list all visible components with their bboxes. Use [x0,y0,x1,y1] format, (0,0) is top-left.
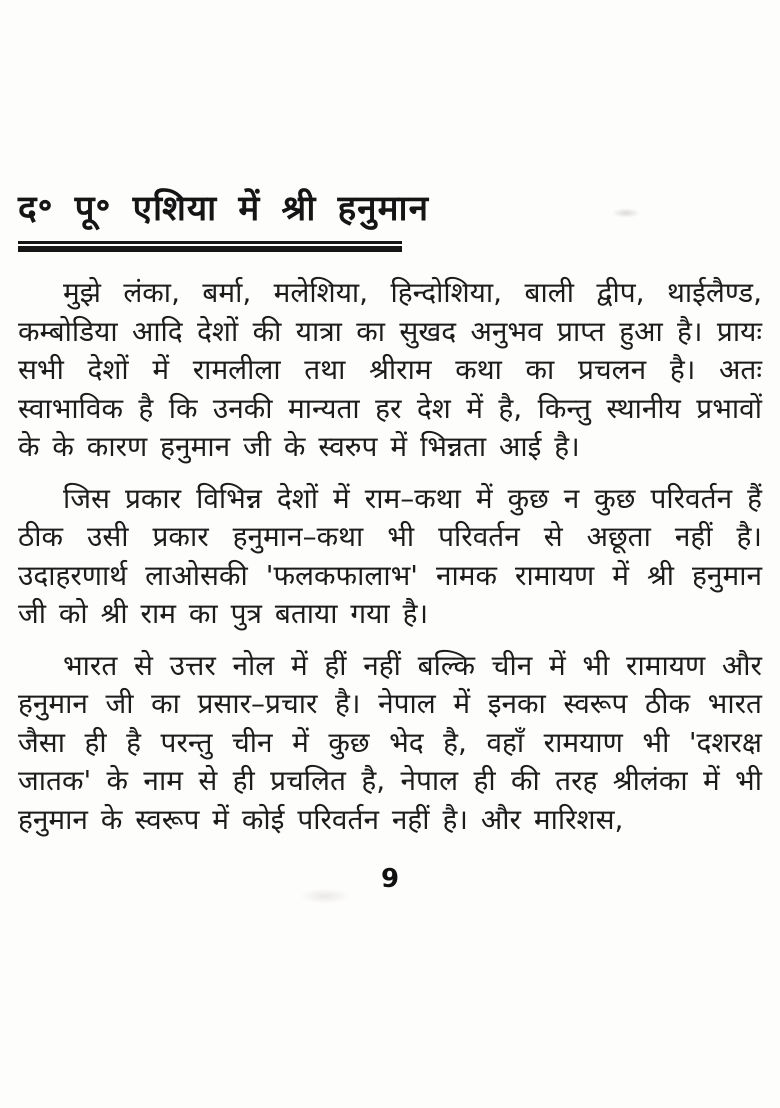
body-paragraph: जिस प्रकार विभिन्न देशों में राम–कथा में कुछ न कुछ परिवर्तन हैं ठीक उसी प्रकार हनुमान–कथा भी परिवर्तन से अछूता नहीं है। उदाहरणार्थ लाओसकी 'फलकफालाभ' नामक रामायण में श्री हनुमान जी को श्री राम का पुत्र बताया गया है। [18,481,762,630]
body-paragraph: मुझे लंका, बर्मा, मलेशिया, हिन्दोशिया, बाली द्वीप, थाईलैण्ड, कम्बोडिया आदि देशों की यात्रा का सुखद अनुभव प्राप्त हुआ है। प्रायः सभी देशों में रामलीला तथा श्रीराम कथा का प्रचलन है। अतः स्वाभाविक है कि उनकी मान्यता हर देश में है, किन्तु स्थानीय प्रभावों के के कारण हनुमान जी के स्वरुप में भिन्नता आई है। [18,276,762,463]
body-text [18,274,762,839]
title-underline-rule [18,241,402,252]
body-paragraph: भारत से उत्तर नोल में हीं नहीं बल्कि चीन में भी रामायण और हनुमान जी का प्रसार–प्रचार है। नेपाल में इनका स्वरूप ठीक भारत जैसा ही है परन्तु चीन में कुछ भेद है, वहाँ रामयाण भी 'दशरक्ष जातक' के नाम से ही प्रचलित है, नेपाल ही की तरह श्रीलंका में भी हनुमान के स्वरूप में कोई परिवर्तन नहीं है। और मारिशस, [18,648,762,836]
page-title: द॰ पू॰ एशिया में श्री हनुमान [18,189,430,229]
page-number: 9 [380,864,400,894]
